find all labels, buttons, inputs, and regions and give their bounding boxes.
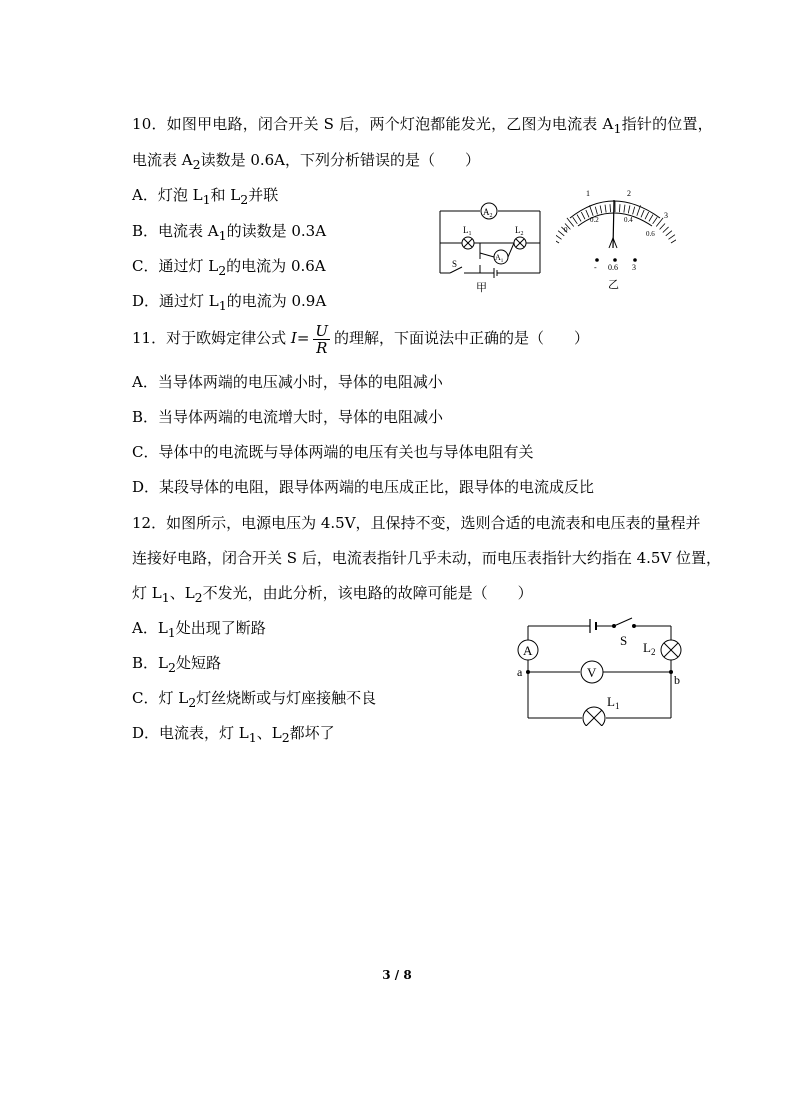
q12-option-c: C．灯 $L_2$灯丝烧断或与灯座接触不良 xyxy=(132,689,377,710)
dial-tick xyxy=(567,218,574,227)
dial-tick xyxy=(595,207,597,215)
dial-tick xyxy=(586,210,589,217)
q12-node-b: b xyxy=(674,673,680,687)
q12-l2-label: $L_2$ xyxy=(643,640,656,657)
q12-switch-label: S xyxy=(620,633,628,648)
dial-tick xyxy=(649,215,653,222)
q12-node-a: a xyxy=(517,665,523,679)
dial-tick xyxy=(610,204,611,212)
q12-option-d: D．电流表，灯 $L_1$、$L_2$都坏了 xyxy=(132,724,335,745)
q10-stem-line1: 10．如图甲电路，闭合开关 S 后，两个灯泡都能发光，乙图为电流表 $A_1$指针的位置， xyxy=(132,115,713,136)
dial-tick xyxy=(660,223,665,229)
q10-jia-caption: 甲 xyxy=(476,282,487,294)
q10-yi-tick-bottom-02: 0.2 xyxy=(590,216,599,224)
dial-tick xyxy=(671,237,676,243)
q10-yi-caption: 乙 xyxy=(608,279,619,291)
q10-yi-tick-top-2: 2 xyxy=(627,189,631,198)
dial-tick xyxy=(628,206,630,214)
dial-tick xyxy=(663,227,669,233)
page-number: 3 / 8 xyxy=(382,968,412,982)
q10-yi-tick-bottom-04: 0.4 xyxy=(624,216,633,224)
q10-yi-terminal-3: 3 xyxy=(632,263,636,272)
q12-stem-line1: 12．如图所示，电源电压为 4.5V，且保持不变，选则合适的电流表和电压表的量程并 xyxy=(132,514,701,532)
dial-tick xyxy=(590,205,594,215)
q12-l1-label: $L_1$ xyxy=(607,694,620,711)
q10-jia-s-label: S xyxy=(452,259,458,269)
q10-jia-l2-label: $L_2$ xyxy=(515,225,524,237)
q12-option-b: B．$L_2$处短路 xyxy=(132,654,221,675)
q12-stem-line2: 连接好电路，闭合开关 S 后，电流表指针几乎未动，而电压表指针大约指在 4.5V 位置， xyxy=(132,549,722,567)
q10-option-b: B．电流表 $A_1$的读数是 0.3A xyxy=(132,222,327,243)
dial-tick xyxy=(573,217,578,224)
q10-option-c: C．通过灯 $L_2$的电流为 0.6A xyxy=(132,257,326,278)
q10-yi-tick-top-1: 1 xyxy=(586,189,590,198)
q12-circuit xyxy=(510,614,690,726)
q12-stem-line3: 灯 $L_1$、$L_2$不发光，由此分析，该电路的故障可能是（ ） xyxy=(132,584,533,605)
q10-yi-terminal-neg: - xyxy=(594,263,597,272)
q11-stem: 11．对于欧姆定律公式 I= $\frac{U}{R}$ 的理解，下面说法中正确的是（ ） xyxy=(132,321,590,357)
dial-tick xyxy=(666,231,672,236)
q10-yi-tick-bottom-0: 0 xyxy=(564,226,568,234)
q11-option-d: D．某段导体的电阻，跟导体两端的电压成正比，跟导体的电流成反比 xyxy=(132,478,595,496)
q11-formula-fraction: $\frac{U}{R}$ xyxy=(315,321,329,357)
q10-jia-a2-label: $A_2$ xyxy=(483,207,493,219)
dial-tick xyxy=(619,204,620,212)
dial-tick xyxy=(645,212,649,219)
q12-ammeter-label: A xyxy=(523,643,533,658)
dial-tick xyxy=(556,235,562,240)
dial-tick xyxy=(556,237,559,243)
q11-option-a: A．当导体两端的电压减小时，导体的电阻减小 xyxy=(132,373,443,391)
dial-tick xyxy=(605,205,606,213)
dial-tick xyxy=(637,205,641,215)
q10-yi-tick-bottom-06: 0.6 xyxy=(646,230,655,238)
dial-tick xyxy=(577,215,581,222)
q10-option-a: A．灯泡 $L_1$和 $L_2$并联 xyxy=(132,186,279,207)
q10-stem-line2: 电流表 $A_2$读数是 0.6A，下列分析错误的是（ ） xyxy=(132,151,481,172)
dial-tick xyxy=(633,207,635,215)
q12-option-a: A．$L_1$处出现了断路 xyxy=(132,619,266,640)
q10-ammeter-yi xyxy=(556,186,676,292)
q10-option-d: D．通过灯 $L_1$的电流为 0.9A xyxy=(132,292,327,313)
dial-tick xyxy=(653,217,658,224)
q10-jia-a1-label: $A_1$ xyxy=(495,253,504,264)
q10-jia-l1-label: $L_1$ xyxy=(463,225,472,237)
q11-option-c: C．导体中的电流既与导体两端的电压有关也与导体电阻有关 xyxy=(132,443,534,461)
q10-yi-terminal-06: 0.6 xyxy=(608,263,618,272)
dial-tick xyxy=(600,206,602,214)
dial-tick xyxy=(656,218,663,227)
dial-tick xyxy=(668,235,674,240)
q10-yi-tick-top-3: 3 xyxy=(664,211,668,220)
q11-option-b: B．当导体两端的电流增大时，导体的电阻减小 xyxy=(132,408,444,426)
dial-tick xyxy=(641,210,644,217)
q12-voltmeter-label: V xyxy=(587,665,597,680)
dial-tick xyxy=(581,212,585,219)
dial-tick xyxy=(624,205,625,213)
q10-circuit-jia xyxy=(432,195,544,295)
